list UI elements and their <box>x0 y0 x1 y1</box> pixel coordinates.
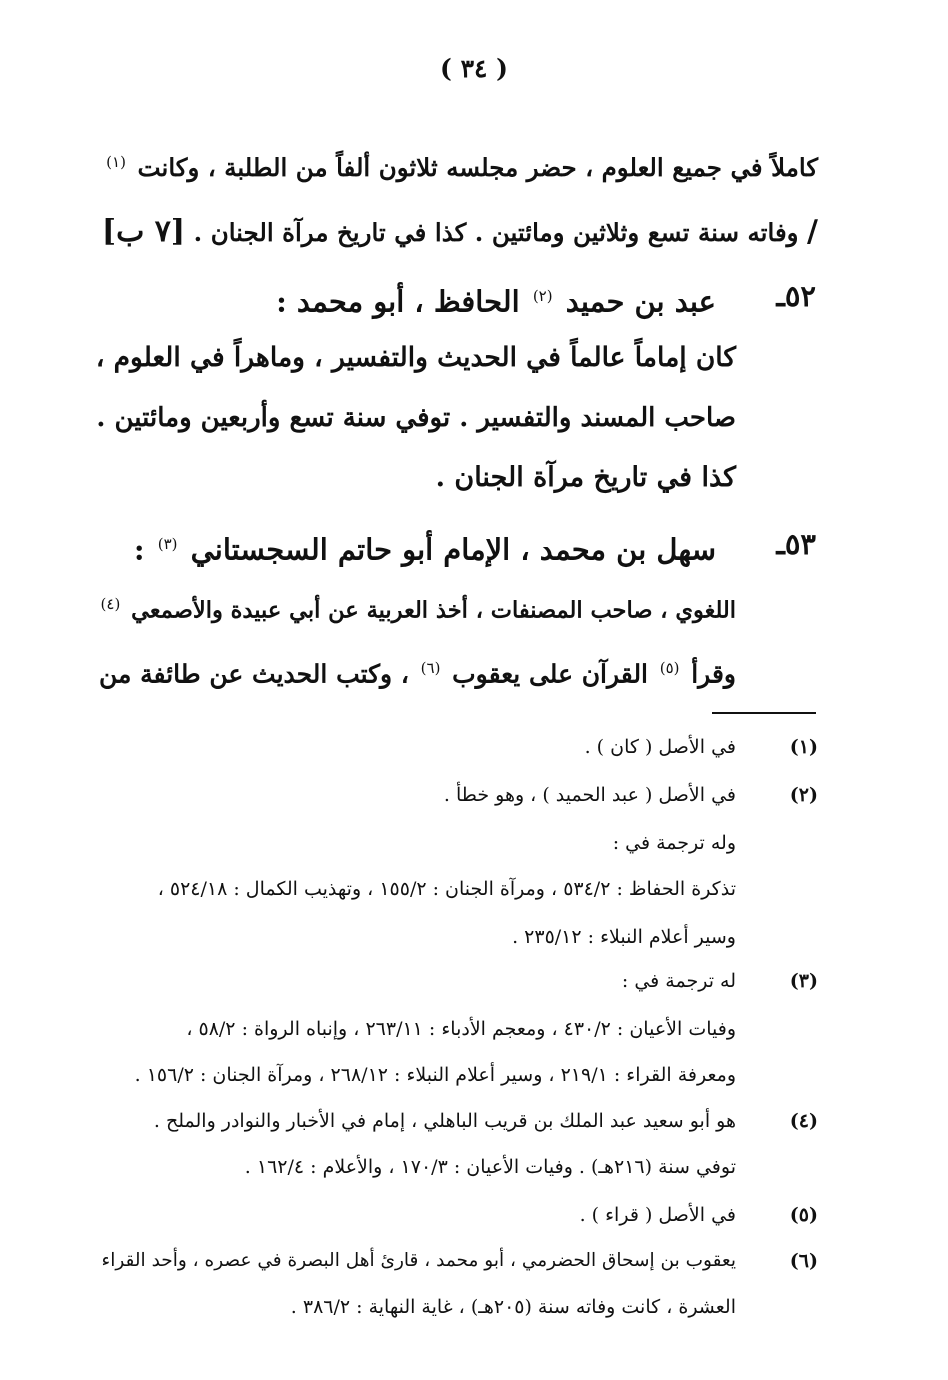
entry-52-heading <box>276 276 716 322</box>
entry-53-line-1-text: اللغوي ، صاحب المصنفات ، أخذ العربية عن أبي عبيدة والأصمعي <box>131 597 736 624</box>
footnote-2-line-2: وله ترجمة في : <box>612 832 736 854</box>
footnote-ref-4: (٤) <box>100 595 121 613</box>
footnote-4-line-2: توفي سنة (٢١٦هـ) . وفيات الأعيان : ١٧٠/٣ ، والأعلام : ١٦٢/٤ . <box>244 1156 736 1178</box>
footnote-number-3: (٣) <box>789 970 818 992</box>
footnote-ref-3: (٣) <box>157 535 178 553</box>
footnote-ref-5: (٥) <box>659 659 680 677</box>
entry-53-line-1 <box>98 584 736 624</box>
footnote-number-6: (٦) <box>789 1250 818 1272</box>
body-line-2 <box>102 212 818 252</box>
footnote-separator <box>712 712 816 714</box>
entry-53-number: ٥٣ـ <box>776 527 816 561</box>
footnote-number-1: (١) <box>789 736 818 758</box>
footnote-6-line-2: العشرة ، كانت وفاته سنة (٢٠٥هـ) ، غاية النهاية : ٣٨٦/٢ . <box>290 1296 736 1318</box>
footnote-1-line-1: في الأصل ( كان ) . <box>584 736 736 758</box>
entry-53-name: سهل بن محمد ، الإمام أبو حاتم السجستاني <box>190 532 716 567</box>
body-line-2-text: وفاته سنة تسع وثلاثين ومائتين . كذا في تاريخ مرآة الجنان . <box>193 218 799 247</box>
footnote-number-4: (٤) <box>789 1110 818 1132</box>
footnote-number-5: (٥) <box>789 1204 818 1226</box>
footnote-2-line-3: تذكرة الحفاظ : ٥٣٤/٢ ، ومرآة الجنان : ١٥٥/٢ ، وتهذيب الكمال : ٥٢٤/١٨ ، <box>157 878 736 900</box>
entry-53-line-2-part-b: القرآن على يعقوب <box>452 659 649 689</box>
footnote-2-line-4: وسير أعلام النبلاء : ٢٣٥/١٢ . <box>512 926 736 948</box>
entry-52-line-3: كذا في تاريخ مرآة الجنان . <box>435 462 736 493</box>
footnote-2-line-1: في الأصل ( عبد الحميد ) ، وهو خطأ . <box>443 784 736 806</box>
entry-52-rest: الحافظ ، أبو محمد : <box>276 284 520 319</box>
footnote-ref-1: (١) <box>106 153 126 171</box>
folio-slash-marker: / <box>807 214 818 249</box>
body-line-1 <box>103 142 818 182</box>
entry-53-heading <box>134 524 716 570</box>
footnote-3-line-3: ومعرفة القراء : ٢١٩/١ ، وسير أعلام النبلاء : ٢٦٨/١٢ ، ومرآة الجنان : ١٥٦/٢ . <box>134 1064 736 1086</box>
footnote-5-line-1: في الأصل ( قراء ) . <box>579 1204 736 1226</box>
footnote-6-line-1: يعقوب بن إسحاق الحضرمي ، أبو محمد ، قارئ أهل البصرة في عصره ، وأحد القراء <box>101 1250 736 1271</box>
entry-53-colon: : <box>133 532 145 567</box>
entry-53-line-2-part-a: وقرأ <box>691 659 736 689</box>
footnote-ref-6: (٦) <box>420 659 441 677</box>
entry-53-line-2 <box>99 648 736 688</box>
entry-53-line-2-part-c: ، وكتب الحديث عن طائفة من <box>99 659 409 689</box>
page-number: ( ٣٤ ) <box>440 54 508 83</box>
entry-52-number: ٥٢ـ <box>776 279 816 313</box>
body-line-1-text: كاملاً في جميع العلوم ، حضر مجلسه ثلاثون ألفاً من الطلبة ، وكانت <box>137 153 818 183</box>
entry-52-line-2: صاحب المسند والتفسير . توفي سنة تسع وأربعين ومائتين . <box>96 403 736 433</box>
entry-52-line-1: كان إماماً عالماً في الحديث والتفسير ، وماهراً في العلوم ، <box>95 342 736 373</box>
entry-52-name: عبد بن حميد <box>565 284 716 319</box>
footnote-ref-2: (٢) <box>532 287 553 305</box>
footnote-4-line-1: هو أبو سعيد عبد الملك بن قريب الباهلي ، إمام في الأخبار والنوادر والملح . <box>153 1110 736 1132</box>
folio-marker: [٧ ب] <box>101 214 186 249</box>
footnote-3-line-1: له ترجمة في : <box>621 970 736 992</box>
footnote-3-line-2: وفيات الأعيان : ٤٣٠/٢ ، ومعجم الأدباء : ٢٦٣/١١ ، وإنباه الرواة : ٥٨/٢ ، <box>186 1018 736 1040</box>
footnote-number-2: (٢) <box>789 784 818 806</box>
